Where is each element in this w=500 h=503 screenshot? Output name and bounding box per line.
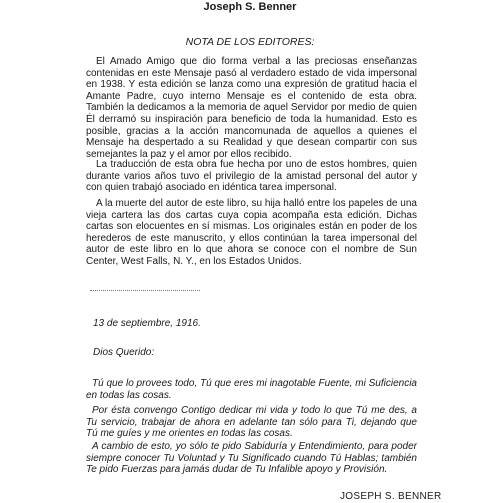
paragraph-text: La traducción de esta obra fue hecha por uno de estos hombres, quien durante varios años tuvo el privilegio de la amistad personal del autor y con quien trabajó asociado en idéntica tarea impersonal. [86, 159, 417, 194]
letter-paragraph [86, 441, 417, 476]
author-heading: Joseph S. Benner [203, 1, 297, 13]
letter-paragraph [86, 405, 417, 440]
editors-note-paragraph [86, 56, 417, 160]
editors-note-title: NOTA DE LOS EDITORES: [185, 36, 315, 48]
paragraph-text: A cambio de esto, yo sólo te pido Sabiduría y Entendimiento, para poder siempre conocer Tu Voluntad y Tu Significado cuando Tú Hablas; también Te pido Fuerzas para jamás dudar de Tu Infalible apoyo y Provisión. [86, 441, 417, 476]
editors-note-paragraph [86, 159, 417, 194]
letter-signature: JOSEPH S. BENNER [340, 491, 442, 502]
paragraph-text: El Amado Amigo que dio forma verbal a las preciosas enseñanzas contenidas en este Mensaje pasó al verdadero estado de vida impersonal en 1938. Y esta edición se lanza como una expresión de gratitud hacia el Amante Padre, cuyo interno Mensaje es el contenido de esta obra. También la dedicamos a la memoria de aquel Servidor por medio de quien Él derramó su inspiración para beneficio de toda la humanidad. Esto es posible, gracias a la acción mancomunada de aquellos a quienes el Mensaje ha despertado a su Realidad y que desean compartir con sus semejantes la paz y el amor por ellos recibido. [86, 56, 417, 160]
letter-paragraph [86, 378, 417, 401]
letter-greeting: Dios Querido: [93, 347, 155, 358]
dotted-separator [90, 290, 200, 291]
paragraph-text: Tú que lo provees todo, Tú que eres mi inagotable Fuente, mi Suficiencia en todas las cosas. [86, 378, 417, 401]
editors-note-paragraph [86, 198, 417, 268]
letter-date: 13 de septiembre, 1916. [93, 318, 201, 329]
paragraph-text: A la muerte del autor de este libro, su hija halló entre los papeles de una vieja cartera las dos cartas cuya copia acompaña esta edición. Dichas cartas son elocuentes en sí mismas. Los originales están en poder de los herederos de este manuscrito, y ellos continúan la tarea impersonal del autor de este libro en lo que ahora se conoce con el nombre de Sun Center, West Falls, N. Y., en los Estados Unidos. [86, 198, 417, 267]
paragraph-text: Por ésta convengo Contigo dedicar mi vida y todo lo que Tú me des, a Tu servicio, trabajar de ahora en adelante tan sólo para Ti, dejando que Tú me guíes y me orientes en todas las cosas. [86, 405, 417, 440]
